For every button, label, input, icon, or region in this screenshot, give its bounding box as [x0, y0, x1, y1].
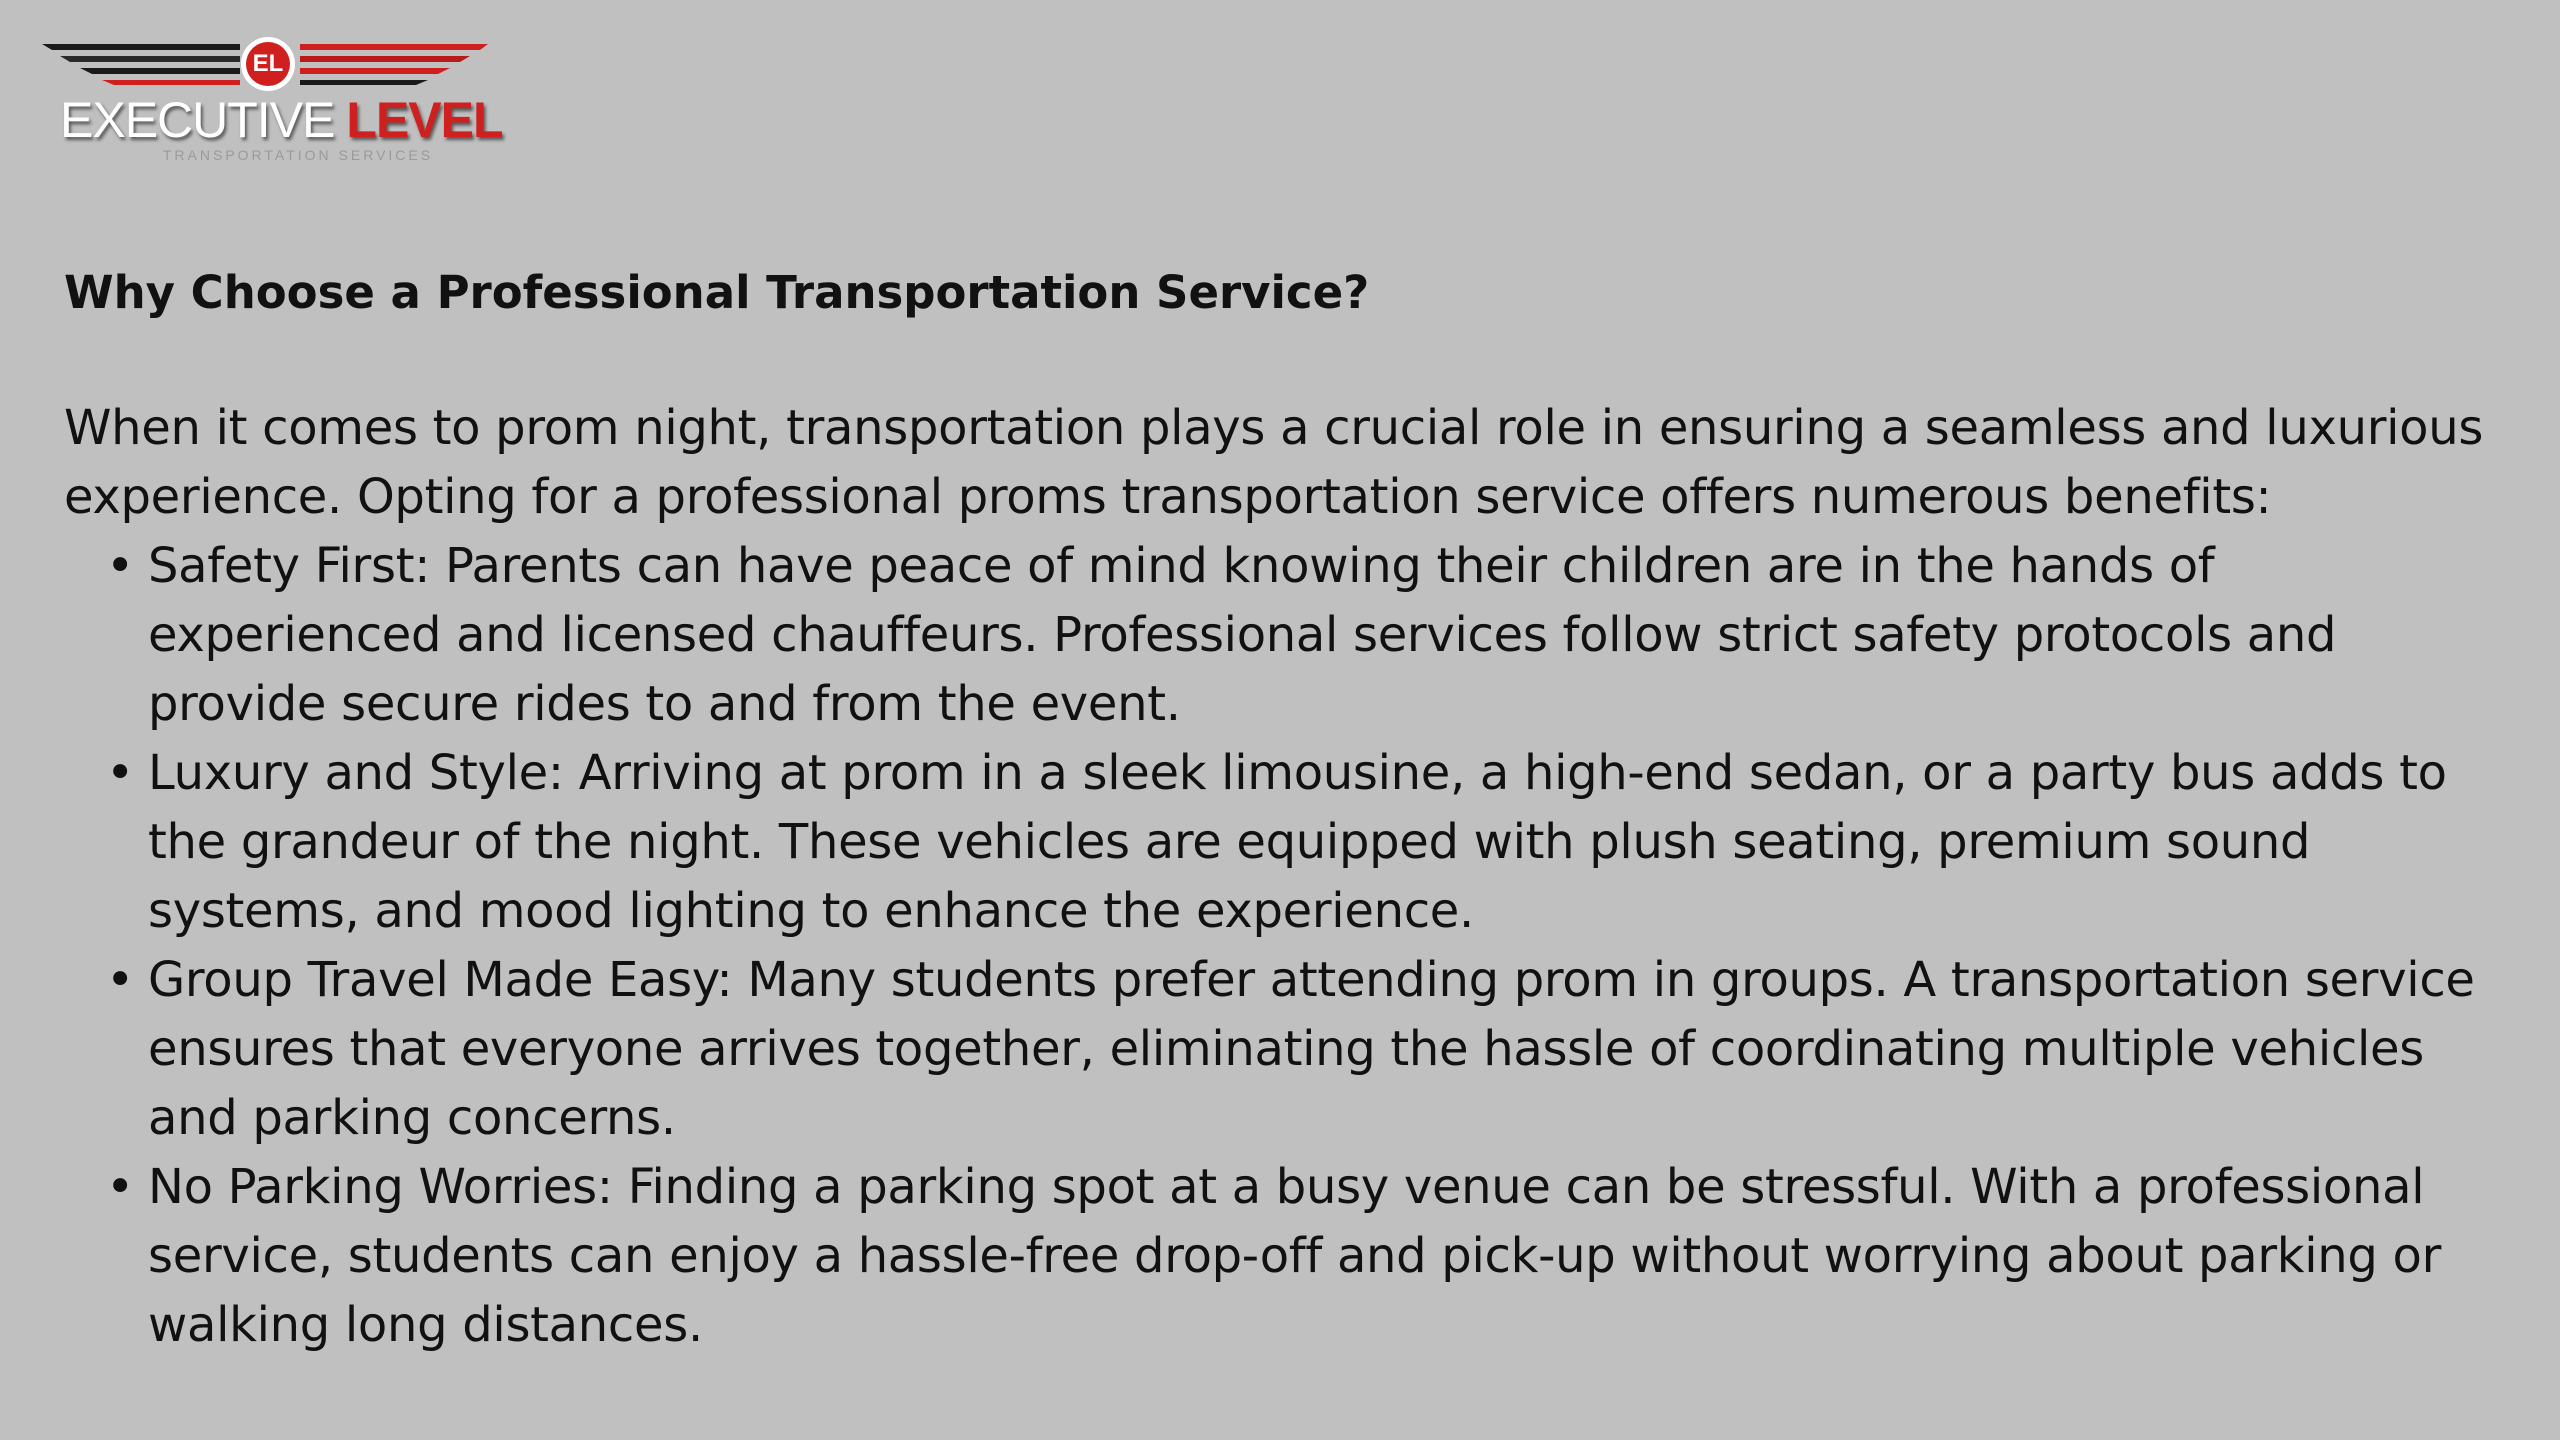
logo-badge-text: EL: [252, 50, 284, 77]
benefit-text: Group Travel Made Easy: Many students prefer attending prom in groups. A transportation service ensures that everyone arrives together, eliminating the hassle of coordinating multiple vehicles and parking concerns.: [148, 952, 2475, 1146]
section-heading: Why Choose a Professional Transportation Service?: [64, 266, 1370, 319]
benefit-item-luxury: [64, 739, 2494, 946]
logo-wordmark: [60, 90, 503, 150]
benefit-text: No Parking Worries: Finding a parking spot at a busy venue can be stressful. With a professional service, students can enjoy a hassle-free drop-off and pick-up without worrying about parking or walking long distances.: [148, 1159, 2442, 1353]
bullet-icon: •: [106, 538, 135, 594]
bullet-icon: •: [106, 952, 135, 1008]
logo-word-level: LEVEL: [346, 92, 503, 148]
company-logo: [40, 34, 503, 170]
logo-tagline: TRANSPORTATION SERVICES: [162, 147, 434, 163]
logo-word-executive: EXECUTIVE: [60, 92, 335, 148]
benefit-text: Safety First: Parents can have peace of mind knowing their children are in the hands of experienced and licensed chauffeurs. Professional services follow strict safety protocols and provide secure rides to and from the event.: [148, 538, 2337, 732]
benefit-item-parking: [64, 1153, 2494, 1360]
article-content: [64, 258, 2494, 1360]
bullet-icon: •: [106, 1159, 135, 1215]
bullet-icon: •: [106, 745, 135, 801]
benefit-item-group-travel: [64, 946, 2494, 1153]
benefit-item-safety: [64, 532, 2494, 739]
benefit-text: Luxury and Style: Arriving at prom in a sleek limousine, a high-end sedan, or a party bus adds to the grandeur of the night. These vehicles are equipped with plush seating, premium sound systems, and mood lighting to enhance the experience.: [148, 745, 2447, 939]
benefits-list: [64, 532, 2494, 1360]
intro-paragraph: When it comes to prom night, transportation plays a crucial role in ensuring a seamless and luxurious experience. Opting for a professional proms transportation service offers numerous benefits:: [64, 400, 2484, 525]
